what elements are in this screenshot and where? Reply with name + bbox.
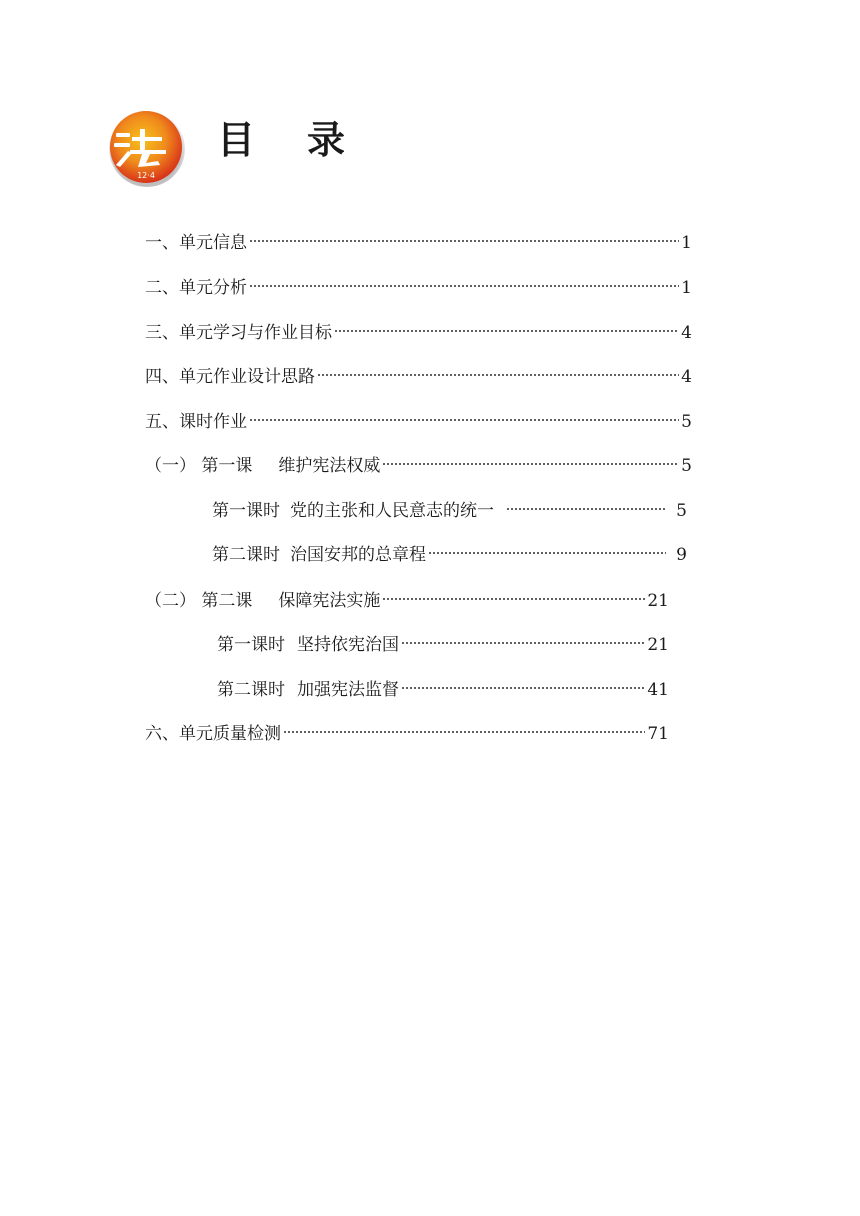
toc-leader <box>401 685 645 691</box>
toc-label-prefix: 第二课时 <box>217 680 285 700</box>
toc-leader <box>249 283 679 289</box>
toc-entry[interactable] <box>145 454 692 478</box>
toc-label-prefix: （二） 第二课 <box>145 591 253 611</box>
toc-page-number: 4 <box>681 323 692 343</box>
toc-entry[interactable] <box>212 499 687 523</box>
toc-entry[interactable] <box>145 589 669 613</box>
law-logo <box>106 107 186 187</box>
toc-page-number: 21 <box>647 635 669 655</box>
toc-label: 六、单元质量检测 <box>145 724 281 744</box>
toc-label: 五、课时作业 <box>145 412 247 432</box>
toc-entry[interactable] <box>145 321 692 345</box>
toc-label-title: 治国安邦的总章程 <box>290 545 426 565</box>
toc-page-number: 9 <box>676 545 687 565</box>
toc-label: 三、单元学习与作业目标 <box>145 323 332 343</box>
toc-page-number: 21 <box>647 591 669 611</box>
toc-leader <box>283 729 645 735</box>
toc-page-number: 71 <box>647 724 669 744</box>
toc-page-number: 5 <box>676 501 687 521</box>
toc-leader <box>506 506 666 512</box>
toc-entry[interactable] <box>145 231 692 255</box>
toc-leader <box>382 461 679 467</box>
toc-page-number: 1 <box>681 233 692 253</box>
toc-entry[interactable] <box>145 722 669 746</box>
toc-page-number: 5 <box>681 412 692 432</box>
toc-label-prefix: 第一课时 <box>217 635 285 655</box>
logo-text: 12·4 <box>137 171 155 180</box>
toc-label <box>212 499 494 523</box>
toc-entry[interactable] <box>145 365 692 389</box>
toc-entry[interactable] <box>145 410 692 434</box>
toc-page-number: 41 <box>647 680 669 700</box>
toc-entry[interactable] <box>212 543 687 567</box>
toc-label-title: 维护宪法权威 <box>278 456 381 476</box>
toc-label <box>217 678 399 702</box>
toc-label <box>212 543 426 567</box>
toc-leader <box>382 596 645 602</box>
page-title: 目录 <box>217 118 398 162</box>
toc-entry[interactable] <box>217 678 669 702</box>
toc-label-title: 党的主张和人民意志的统一 <box>290 501 494 521</box>
toc-leader <box>249 238 679 244</box>
toc-label-prefix: 第一课时 <box>212 501 280 521</box>
toc-label <box>145 454 380 478</box>
toc-label: 二、单元分析 <box>145 278 247 298</box>
toc-page-number: 1 <box>681 278 692 298</box>
toc-label-prefix: 第二课时 <box>212 545 280 565</box>
toc-label <box>145 589 380 613</box>
toc-label-title: 加强宪法监督 <box>297 680 399 700</box>
toc-label-title: 坚持依宪治国 <box>297 635 399 655</box>
toc-leader <box>428 550 666 556</box>
toc-label-title: 保障宪法实施 <box>278 591 381 611</box>
toc-leader <box>401 640 645 646</box>
toc-label-prefix: （一） 第一课 <box>145 456 253 476</box>
toc-label <box>217 633 399 657</box>
toc-page-number: 4 <box>681 367 692 387</box>
toc-leader <box>249 417 679 423</box>
toc-entry[interactable] <box>217 633 669 657</box>
toc-entry[interactable] <box>145 276 692 300</box>
toc-label: 一、单元信息 <box>145 233 247 253</box>
toc-leader <box>334 328 679 334</box>
toc-page-number: 5 <box>681 456 692 476</box>
toc-label: 四、单元作业设计思路 <box>145 367 315 387</box>
toc-leader <box>317 372 679 378</box>
